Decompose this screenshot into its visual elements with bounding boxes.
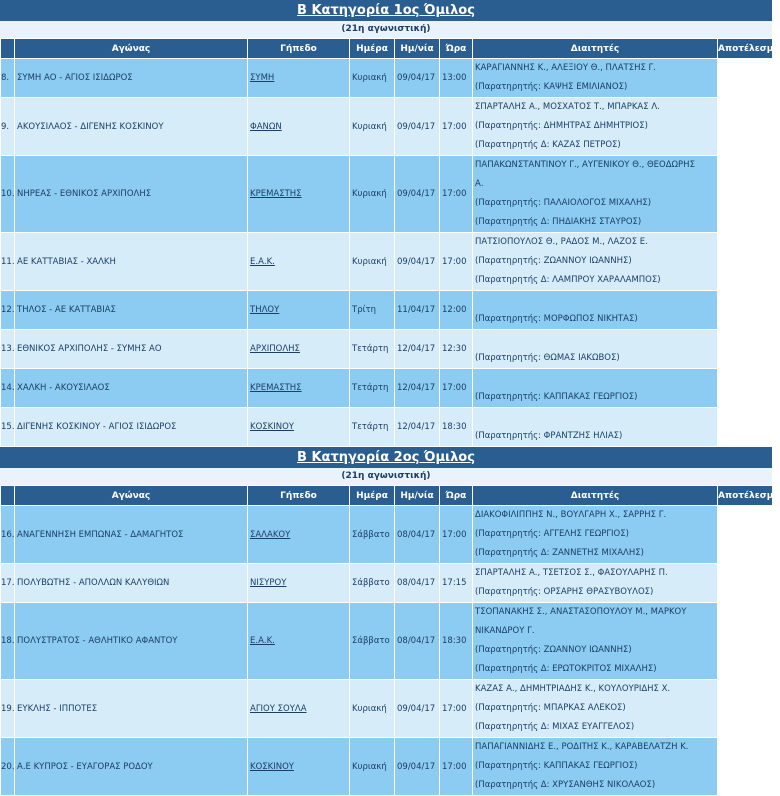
match-time: 17:00 [440,156,473,233]
referee-line: ΠΑΠΑΓΙΑΝΝΙΔΗΣ Ε., ΡΟΔΙΤΗΣ Κ., ΚΑΡΑΒΕΛΑΤΖΗ Κ. [475,742,689,752]
result-cell [718,59,773,98]
match-number: 11. [1,233,15,291]
table-row [1,738,773,796]
venue-link[interactable]: ΣΑΛΑΚΟΥ [250,529,291,540]
match-day: Κυριακή [350,738,395,796]
section-title[interactable]: Β Κατηγορία 1ος Όμιλος [0,0,772,21]
table-header-row [1,486,773,506]
match-number: 8. [1,59,15,98]
match-name: ΕΘΝΙΚΟΣ ΑΡΧΙΠΟΛΗΣ - ΣΥΜΗΣ ΑΟ [15,330,248,369]
match-date: 08/04/17 [395,603,440,680]
table-header-row [1,39,773,59]
venue-cell [248,233,350,291]
result-cell [718,98,773,156]
match-number: 10. [1,156,15,233]
referee-line: (Παρατηρητής Δ: ΠΗΔΙΑΚΗΣ ΣΤΑΥΡΟΣ) [475,217,642,227]
match-number: 19. [1,680,15,738]
referee-line: ΠΑΠΑΚΩΝΣΤΑΝΤΙΝΟΥ Γ., ΑΥΓΕΝΙΚΟΥ Θ., ΘΕΟΔΩΡΗΣ [475,160,695,170]
match-time: 17:00 [440,680,473,738]
referee-line [475,369,715,388]
column-header: Ημ/νία [395,39,440,59]
column-header: Διαιτητές [473,486,718,506]
match-time: 17:15 [440,564,473,603]
venue-cell [248,156,350,233]
column-header: Αποτέλεσμα [718,486,773,506]
referee-line: (Παρατηρητής: ΑΓΓΕΛΗΣ ΓΕΩΡΓΙΟΣ) [475,529,629,539]
referees-cell [473,369,718,408]
venue-link[interactable]: ΑΓΙΟΥ ΣΟΥΛΑ [250,703,307,714]
match-day: Κυριακή [350,156,395,233]
match-number: 13. [1,330,15,369]
referee-line: (Παρατηρητής Δ: ΚΑΖΑΣ ΠΕΤΡΟΣ) [475,140,621,150]
referee-line [475,408,715,427]
result-cell [718,603,773,680]
section-title[interactable]: Β Κατηγορία 2ος Όμιλος [0,447,772,468]
column-header: Γήπεδο [248,486,350,506]
match-day: Κυριακή [350,59,395,98]
result-cell [718,233,773,291]
match-number: 15. [1,408,15,447]
referee-line: ΝΙΚΑΝΔΡΟΥ Γ. [475,626,535,636]
match-number: 14. [1,369,15,408]
table-row [1,408,773,447]
venue-cell [248,603,350,680]
referees-cell [473,408,718,447]
referee-line: (Παρατηρητής: ΖΩΑΝΝΟΥ ΙΩΑΝΝΗΣ) [475,256,632,266]
venue-link[interactable]: ΑΡΧΙΠΟΛΗΣ [250,344,300,354]
match-name: ΠΟΛΥΣΤΡΑΤΟΣ - ΑΘΛΗΤΙΚΟ ΑΦΑΝΤΟΥ [15,603,248,680]
match-time: 13:00 [440,59,473,98]
match-name: ΤΗΛΟΣ - ΑΕ ΚΑΤΤΑΒΙΑΣ [15,291,248,330]
referees-cell [473,156,718,233]
venue-link[interactable]: ΚΟΣΚΙΝΟΥ [250,761,294,772]
match-time: 18:30 [440,408,473,447]
referee-line: ΚΑΡΑΓΙΑΝΝΗΣ Κ., ΑΛΕΞΙΟΥ Θ., ΠΛΑΤΣΗΣ Γ. [475,63,656,73]
venue-link[interactable]: ΦΑΝΩΝ [250,121,282,132]
match-day: Τετάρτη [350,330,395,369]
match-name: Α.Ε ΚΥΠΡΟΣ - ΕΥΑΓΟΡΑΣ ΡΟΔΟΥ [15,738,248,796]
referee-line: Α. [475,179,484,189]
match-time: 17:00 [440,98,473,156]
match-date: 08/04/17 [395,564,440,603]
result-cell [718,156,773,233]
referees-cell [473,738,718,796]
venue-cell [248,291,350,330]
table-row [1,603,773,680]
column-header: Διαιτητές [473,39,718,59]
referee-line: ΣΠΑΡΤΑΛΗΣ Α., ΤΣΕΤΣΟΣ Σ., ΦΑΣΟΥΛΑΡΗΣ Π. [475,568,668,578]
referee-line: ΤΣΟΠΑΝΑΚΗΣ Σ., ΑΝΑΣΤΑΣΟΠΟΥΛΟΥ Μ., ΜΑΡΚΟΥ [475,607,687,617]
referee-line: (Παρατηρητής: ΔΗΜΗΤΡΑΣ ΔΗΜΗΤΡΙΟΣ) [475,121,648,131]
match-number: 20. [1,738,15,796]
column-header: Ώρα [440,486,473,506]
referees-cell [473,564,718,603]
referee-line: (Παρατηρητής: ΟΡΣΑΡΗΣ ΘΡΑΣΥΒΟΥΛΟΣ) [475,587,654,597]
match-time: 17:00 [440,233,473,291]
match-day: Κυριακή [350,680,395,738]
match-number: 12. [1,291,15,330]
match-number: 17. [1,564,15,603]
match-time: 17:00 [440,506,473,564]
venue-link[interactable]: ΣΥΜΗ [250,73,275,83]
match-day: Τετάρτη [350,408,395,447]
referees-cell [473,59,718,98]
match-day: Κυριακή [350,233,395,291]
venue-cell [248,680,350,738]
venue-cell [248,408,350,447]
referee-line: ΔΙΑΚΟΦΙΛΙΠΠΗΣ Ν., ΒΟΥΛΓΑΡΗ Χ., ΣΑΡΡΗΣ Γ. [475,510,667,520]
referee-line: (Παρατηρητής Δ: ΜΙΧΑΣ ΕΥΑΓΓΕΛΟΣ) [475,722,635,732]
result-cell [718,564,773,603]
referee-line: ΚΑΖΑΣ Α., ΔΗΜΗΤΡΙΑΔΗΣ Κ., ΚΟΥΛΟΥΡΙΔΗΣ Χ. [475,684,671,694]
match-date: 09/04/17 [395,680,440,738]
referees-cell [473,330,718,369]
referee-line: ΣΠΑΡΤΑΛΗΣ Α., ΜΟΣΧΑΤΟΣ Τ., ΜΠΑΡΚΑΣ Λ. [475,102,660,112]
referees-cell [473,233,718,291]
round-label: (21η αγωνιστική) [0,468,772,485]
fixtures-table [0,485,780,796]
table-row [1,59,773,98]
match-date: 09/04/17 [395,738,440,796]
table-row [1,680,773,738]
match-time: 12:30 [440,330,473,369]
referee-line: (Παρατηρητής: ΚΑΠΠΑΚΑΣ ΓΕΩΡΓΙΟΣ) [475,392,638,402]
match-date: 09/04/17 [395,233,440,291]
referee-line: (Παρατηρητής: ΖΩΑΝΝΟΥ ΙΩΑΝΝΗΣ) [475,645,632,655]
referees-cell [473,603,718,680]
venue-link[interactable]: ΚΡΕΜΑΣΤΗΣ [250,383,302,393]
referee-line: (Παρατηρητής: ΚΑΠΠΑΚΑΣ ΓΕΩΡΓΙΟΣ) [475,761,638,771]
venue-cell [248,330,350,369]
match-date: 09/04/17 [395,59,440,98]
match-day: Σάββατο [350,603,395,680]
result-cell [718,680,773,738]
match-date: 12/04/17 [395,369,440,408]
referee-line: (Παρατηρητής Δ: ΖΑΝΝΕΤΗΣ ΜΙΧΑΛΗΣ) [475,548,644,558]
match-date: 11/04/17 [395,291,440,330]
table-row [1,369,773,408]
match-name: ΕΥΚΛΗΣ - ΙΠΠΟΤΕΣ [15,680,248,738]
referees-cell [473,98,718,156]
result-cell [718,506,773,564]
match-day: Κυριακή [350,98,395,156]
match-date: 12/04/17 [395,330,440,369]
match-day: Τρίτη [350,291,395,330]
match-date: 08/04/17 [395,506,440,564]
referees-cell [473,680,718,738]
match-date: 09/04/17 [395,98,440,156]
venue-link[interactable]: ΤΗΛΟΥ [250,305,280,315]
table-row [1,156,773,233]
venue-cell [248,369,350,408]
referee-line: (Παρατηρητής Δ: ΕΡΩΤΟΚΡΙΤΟΣ ΜΙΧΑΛΗΣ) [475,664,657,674]
match-name: ΑΝΑΓΕΝΝΗΣΗ ΕΜΠΩΝΑΣ - ΔΑΜΑΓΗΤΟΣ [15,506,248,564]
venue-cell [248,506,350,564]
venue-cell [248,98,350,156]
result-cell [718,408,773,447]
match-day: Σάββατο [350,506,395,564]
referees-cell [473,291,718,330]
table-row [1,330,773,369]
match-name: ΔΙΓΕΝΗΣ ΚΟΣΚΙΝΟΥ - ΑΓΙΟΣ ΙΣΙΔΩΡΟΣ [15,408,248,447]
referee-line: (Παρατηρητής Δ: ΛΑΜΠΡΟΥ ΧΑΡΑΛΑΜΠΟΣ) [475,275,661,285]
result-cell [718,738,773,796]
referee-line [475,291,715,310]
venue-link[interactable]: ΚΡΕΜΑΣΤΗΣ [250,189,302,199]
column-header: Αποτέλεσμα [718,39,773,59]
match-day: Σάββατο [350,564,395,603]
referees-cell [473,506,718,564]
match-time: 18:30 [440,603,473,680]
venue-link[interactable]: Ε.Α.Κ. [250,636,275,646]
result-cell [718,291,773,330]
column-header: Ημέρα [350,39,395,59]
referee-line: (Παρατηρητής: ΜΟΡΦΩΠΟΣ ΝΙΚΗΤΑΣ) [475,314,638,324]
table-row [1,291,773,330]
table-row [1,98,773,156]
referee-line: ΠΑΤΣΙΟΠΟΥΛΟΣ Θ., ΡΑΔΟΣ Μ., ΛΑΖΟΣ Ε. [475,237,648,247]
referee-line: (Παρατηρητής: ΠΑΛΑΙΟΛΟΓΟΣ ΜΙΧΑΛΗΣ) [475,198,652,208]
venue-cell [248,564,350,603]
match-number: 9. [1,98,15,156]
match-name: ΣΥΜΗ ΑΟ - ΑΓΙΟΣ ΙΣΙΔΩΡΟΣ [15,59,248,98]
match-name: ΑΚΟΥΣΙΛΑΟΣ - ΔΙΓΕΝΗΣ ΚΟΣΚΙΝΟΥ [15,98,248,156]
table-row [1,233,773,291]
match-date: 12/04/17 [395,408,440,447]
column-header [1,39,15,59]
table-row [1,564,773,603]
venue-cell [248,738,350,796]
referee-line [475,330,715,349]
referee-line: (Παρατηρητής: ΚΑΨΗΣ ΕΜΙΛΙΑΝΟΣ) [475,82,628,92]
referee-line: (Παρατηρητής Δ: ΧΡΥΣΑΝΘΗΣ ΝΙΚΟΛΑΟΣ) [475,780,656,790]
result-cell [718,330,773,369]
match-date: 09/04/17 [395,156,440,233]
column-header: Ώρα [440,39,473,59]
match-name: ΝΗΡΕΑΣ - ΕΘΝΙΚΟΣ ΑΡΧΙΠΟΛΗΣ [15,156,248,233]
referee-line: (Παρατηρητής: ΜΠΑΡΚΑΣ ΑΛΕΚΟΣ) [475,703,626,713]
referee-line: (Παρατηρητής: ΘΩΜΑΣ ΙΑΚΩΒΟΣ) [475,353,620,363]
venue-link[interactable]: ΝΙΣΥΡΟΥ [250,578,287,588]
fixtures-table [0,38,780,447]
column-header: Αγώνας [15,39,248,59]
match-time: 12:00 [440,291,473,330]
match-day: Τετάρτη [350,369,395,408]
venue-cell [248,59,350,98]
match-name: ΧΑΛΚΗ - ΑΚΟΥΣΙΛΑΟΣ [15,369,248,408]
match-number: 18. [1,603,15,680]
match-name: ΠΟΛΥΒΩΤΗΣ - ΑΠΟΛΛΩΝ ΚΑΛΥΘΙΩΝ [15,564,248,603]
match-name: ΑΕ ΚΑΤΤΑΒΙΑΣ - ΧΑΛΚΗ [15,233,248,291]
column-header: Αγώνας [15,486,248,506]
venue-link[interactable]: Ε.Α.Κ. [250,256,275,267]
match-number: 16. [1,506,15,564]
round-label: (21η αγωνιστική) [0,21,772,38]
table-row [1,506,773,564]
column-header [1,486,15,506]
column-header: Ημ/νία [395,486,440,506]
column-header: Ημέρα [350,486,395,506]
venue-link[interactable]: ΚΟΣΚΙΝΟΥ [250,422,294,432]
column-header: Γήπεδο [248,39,350,59]
result-cell [718,369,773,408]
match-time: 17:00 [440,369,473,408]
match-time: 17:00 [440,738,473,796]
referee-line: (Παρατηρητής: ΦΡΑΝΤΖΗΣ ΗΛΙΑΣ) [475,431,623,441]
